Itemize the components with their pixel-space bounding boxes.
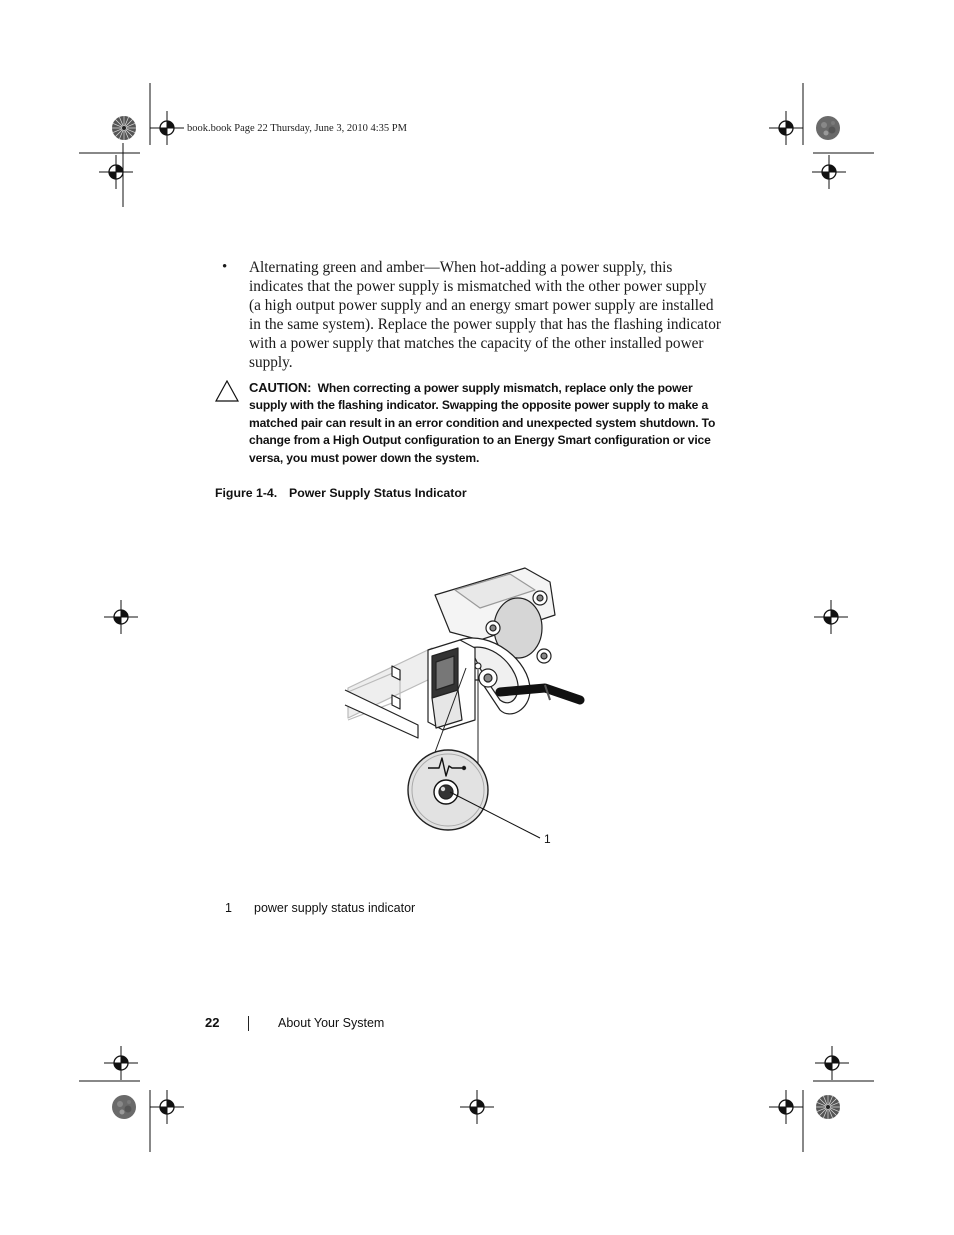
footer-divider <box>248 1016 249 1031</box>
figure-title: Power Supply Status Indicator <box>289 486 467 500</box>
legend-label: power supply status indicator <box>254 901 416 915</box>
bullet-marker: • <box>222 259 228 275</box>
bullet-item <box>222 259 722 372</box>
page-number: 22 <box>205 1015 220 1030</box>
caution-body: When correcting a power supply mismatch, replace only the power supply with the flashing indicator. Swapping the opposite power supply to make a matched pair can result in an error condition and unexpected system shutdown. To change from a High Output configuration to an Energy Smart configuration or vice versa, you must power down the system. <box>249 381 716 465</box>
figure-legend <box>225 901 415 915</box>
caution-triangle-icon <box>215 380 239 402</box>
figure-caption <box>215 486 467 500</box>
figure-number: Figure 1-4. <box>215 486 278 500</box>
legend-number: 1 <box>225 901 232 915</box>
power-supply-illustration <box>340 560 600 860</box>
footer-section-title: About Your System <box>278 1016 385 1030</box>
print-slug: book.book Page 22 Thursday, June 3, 2010 4:35 PM <box>187 123 407 134</box>
caution-notice <box>215 379 725 467</box>
caution-text-block <box>249 379 725 467</box>
figure-callout-number: 1 <box>544 832 551 846</box>
bullet-text: Alternating green and amber—When hot-adding a power supply, this indicates that the power supply is mismatched with the other power supply (a high output power supply and an energy smart power supply are installed in the same system). Replace the power supply that has the flashing indicator with a power supply that matches the capacity of the other installed power supply. <box>249 259 721 371</box>
caution-label: CAUTION: <box>249 380 312 395</box>
